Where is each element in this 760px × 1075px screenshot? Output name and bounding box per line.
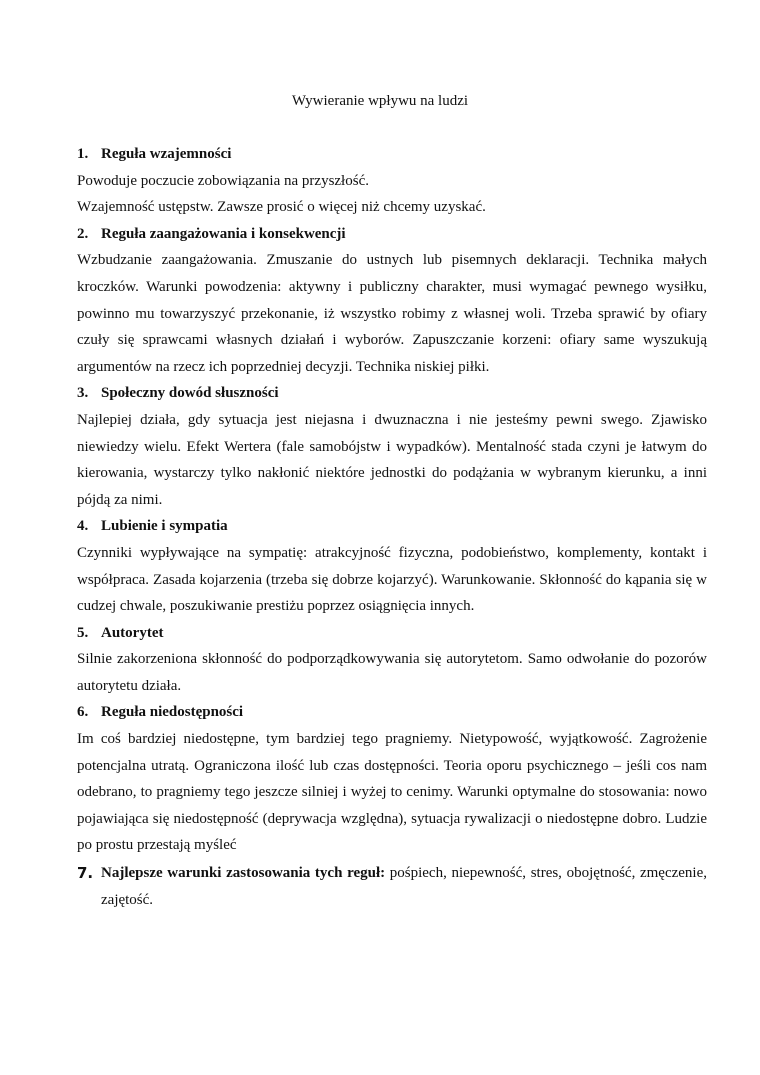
- section-title: Autorytet: [101, 624, 164, 641]
- section-title: Reguła wzajemności: [101, 146, 232, 162]
- paragraph: Im coś bardziej niedostępne, tym bardziej tego pragniemy. Nietypowość, wyjątkowość. Zagrożenie potencjalna utratą. Ograniczona ilość lub czas dostępności. Teoria oporu psychicznego – jeśli cos nam odebrano, to pragniemy tego jeszcze silniej i wyżej to cenimy. Warunki optymalne do stosowania: nowo pojawiająca się niedostępność (deprywacja względna), sytuacja rywalizacji o niedostępne dobro. Ludzie po prostu przestają myśleć: [77, 731, 707, 854]
- final-item-body: [101, 860, 707, 913]
- section-number: 4.: [77, 518, 89, 535]
- section-number: 6.: [77, 704, 89, 721]
- section-heading-1: [77, 141, 707, 168]
- section-heading-5: [77, 620, 707, 647]
- final-item-lead: Najlepsze warunki zastosowania tych reguł:: [101, 865, 386, 882]
- section-number: 2.: [77, 225, 89, 242]
- final-item-text: pośpiech, niepewność, stres, obojętność, zmęczenie, zajętość.: [101, 865, 707, 908]
- paragraph: Najlepiej działa, gdy sytuacja jest niejasna i dwuznaczna i nie jesteśmy pewni swego. Zjawisko niewiedzy wielu. Efekt Wertera (fale samobójstw i wypadków). Mentalność stada czyni je łatwym do kierowania, wystarczy tylko nakłonić niektóre jednostki do podążania w wybranym kierunku, a inni pójdą za nimi.: [77, 411, 707, 508]
- paragraph: Wzajemność ustępstw. Zawsze prosić o więcej niż chcemy uzyskać.: [77, 199, 486, 216]
- section-heading-3: [77, 380, 707, 407]
- section-title: Społeczny dowód słuszności: [101, 385, 279, 402]
- section-number: 3.: [77, 385, 89, 402]
- section-heading-2: [77, 221, 707, 248]
- section-number: 5.: [77, 624, 89, 641]
- paragraph: Silnie zakorzeniona skłonność do podporządkowywania się autorytetom. Samo odwołanie do pozorów autorytetu działa.: [77, 651, 707, 694]
- final-item: [77, 860, 707, 913]
- section-title: Lubienie i sympatia: [101, 518, 228, 535]
- paragraph: Czynniki wypływające na sympatię: atrakcyjność fizyczna, podobieństwo, komplementy, kontakt i współpraca. Zasada kojarzenia (trzeba się dobrze kojarzyć). Warunkowanie. Skłonność do kąpania się w cudzej chwale, poszukiwanie prestiżu poprzez osiągnięcia innych.: [77, 544, 707, 615]
- paragraph: Powoduje poczucie zobowiązania na przyszłość.: [77, 172, 369, 189]
- document-body: [77, 141, 707, 913]
- section-heading-6: [77, 699, 707, 726]
- final-item-number: 7.: [77, 864, 94, 883]
- section-heading-4: [77, 513, 707, 540]
- section-title: Reguła niedostępności: [101, 704, 244, 721]
- section-number: 1.: [77, 146, 89, 162]
- section-title: Reguła zaangażowania i konsekwencji: [101, 225, 346, 242]
- document-title: Wywieranie wpływu na ludzi: [291, 93, 469, 109]
- paragraph: Wzbudzanie zaangażowania. Zmuszanie do ustnych lub pisemnych deklaracji. Technika małych kroczków. Warunki powodzenia: aktywny i publiczny charakter, musi wymagać pewnego wysiłku, powinno mu towarzyszyć przekonanie, iż wszystko robimy z własnej woli. Trzeba sprawić by ofiary czuły się sprawcami własnych działań i wyborów. Zapuszczanie korzeni: ofiary same wyszukują argumentów na rzecz ich poprzedniej decyzji. Technika niskiej piłki.: [77, 252, 707, 375]
